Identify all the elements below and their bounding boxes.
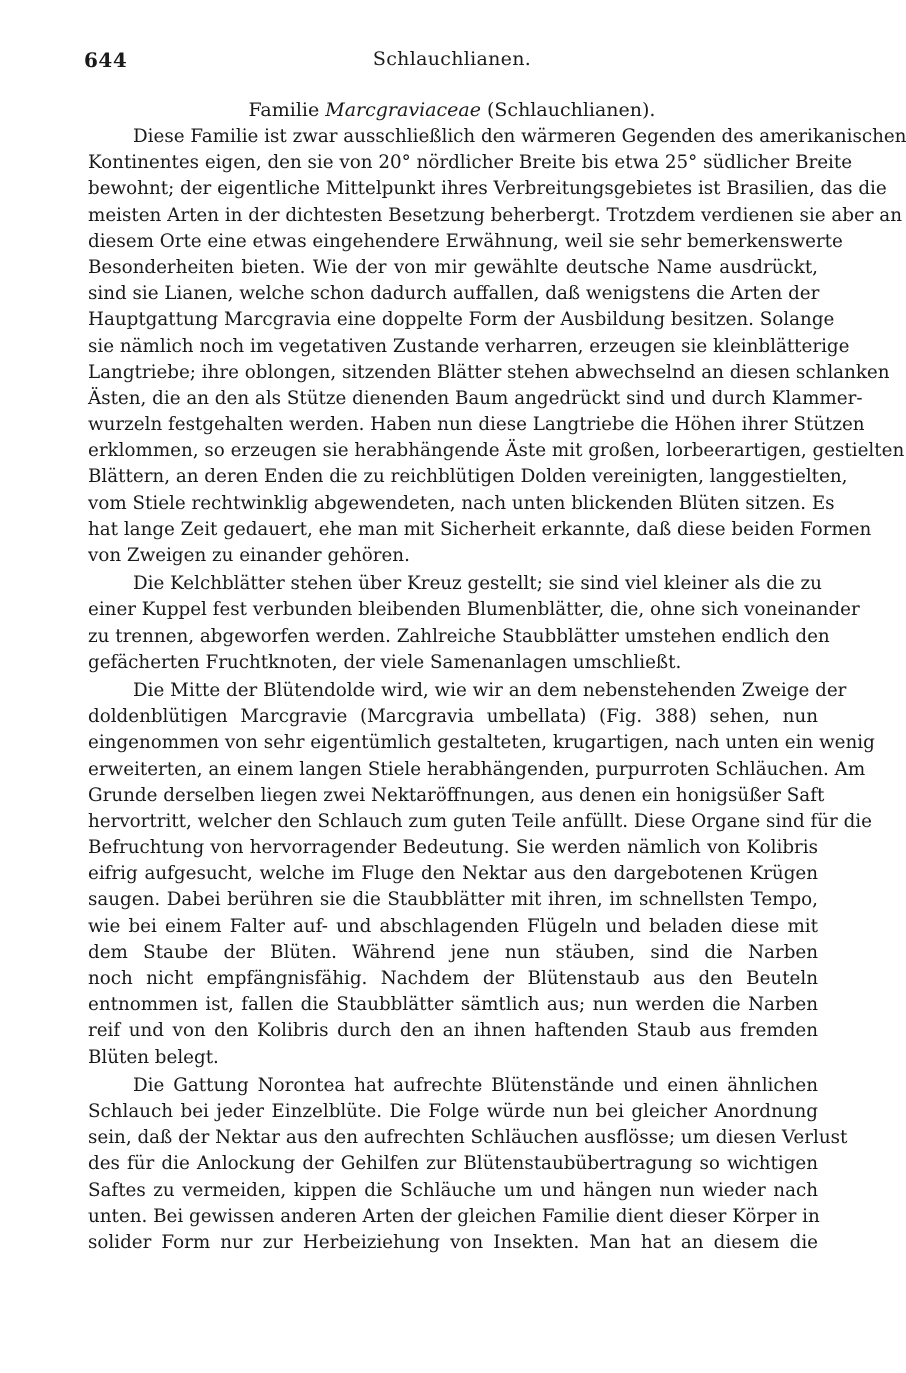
text-line: reif und von den Kolibris durch den an ihnen haftenden Staub aus fremden bbox=[88, 1020, 818, 1042]
text-line: des für die Anlockung der Gehilfen zur Blütenstaubübertragung so wichtigen bbox=[88, 1153, 818, 1175]
text-line: hervortritt, welcher den Schlauch zum guten Teile anfüllt. Diese Organe sind für die bbox=[88, 810, 872, 832]
text-line: zu trennen, abgeworfen werden. Zahlreiche Staubblätter umstehen endlich den bbox=[88, 625, 830, 647]
section-title bbox=[84, 96, 820, 124]
text-line: Blättern, an deren Enden die zu reichblütigen Dolden vereinigten, langgestielten, bbox=[88, 466, 848, 488]
text-line: wurzeln festgehalten werden. Haben nun diese Langtriebe die Höhen ihrer Stützen bbox=[88, 414, 865, 436]
running-head: Schlauchlianen. bbox=[372, 48, 532, 70]
text-line: gefächerten Fruchtknoten, der viele Samenanlagen umschließt. bbox=[88, 651, 682, 673]
text-line: sie nämlich noch im vegetativen Zustande verharren, erzeugen sie kleinblätterige bbox=[88, 335, 850, 357]
text-line: saugen. Dabei berühren sie die Staubblätter mit ihren, im schnellsten Tempo, bbox=[88, 889, 818, 911]
text-line: eingenommen von sehr eigentümlich gestalteten, krugartigen, nach unten ein wenig bbox=[88, 732, 875, 754]
text-line: Langtriebe; ihre oblongen, sitzenden Blätter stehen abwechselnd an diesen schlanken bbox=[88, 361, 890, 383]
body-text bbox=[88, 124, 906, 1256]
text-line: erklommen, so erzeugen sie herabhängende Äste mit großen, lorbeerartigen, gestielten bbox=[88, 440, 905, 462]
section-title-italic: Marcgraviaceae bbox=[325, 99, 481, 121]
text-line: vom Stiele rechtwinklig abgewendeten, nach unten blickenden Blüten sitzen. Es bbox=[88, 492, 835, 514]
paragraph bbox=[88, 571, 860, 676]
text-line: entnommen ist, fallen die Staubblätter sämtlich aus; nun werden die Narben bbox=[88, 994, 818, 1016]
text-line: unten. Bei gewissen anderen Arten der gleichen Familie dient dieser Körper in bbox=[88, 1205, 820, 1227]
text-line: Diese Familie ist zwar ausschließlich den wärmeren Gegenden des amerikanischen bbox=[133, 126, 906, 147]
text-line: Schlauch bei jeder Einzelblüte. Die Folge würde nun bei gleicher Anordnung bbox=[88, 1100, 818, 1122]
text-line: eifrig aufgesucht, welche im Fluge den Nektar aus den dargebotenen Krügen bbox=[88, 863, 818, 885]
text-line: erweiterten, an einem langen Stiele herabhängenden, purpurroten Schläuchen. Am bbox=[88, 758, 866, 780]
text-line: Grunde derselben liegen zwei Nektaröffnungen, aus denen ein honigsüßer Saft bbox=[88, 784, 825, 806]
text-line: sind sie Lianen, welche schon dadurch auffallen, daß wenigstens die Arten der bbox=[88, 283, 820, 305]
text-line: bewohnt; der eigentliche Mittelpunkt ihres Verbreitungsgebietes ist Brasilien, das die bbox=[88, 178, 887, 200]
text-line: Saftes zu vermeiden, kippen die Schläuche um und hängen nun wieder nach bbox=[88, 1179, 818, 1201]
text-line: sein, daß der Nektar aus den aufrechten Schläuchen ausflösse; um diesen Verlust bbox=[88, 1127, 848, 1149]
text-line: solider Form nur zur Herbeiziehung von Insekten. Man hat an diesem die bbox=[88, 1231, 818, 1253]
page-header bbox=[84, 48, 820, 78]
text-line: Die Kelchblätter stehen über Kreuz gestellt; sie sind viel kleiner als die zu bbox=[133, 573, 822, 595]
text-line: hat lange Zeit gedauert, ehe man mit Sicherheit erkannte, daß diese beiden Formen bbox=[88, 518, 872, 540]
text-line: doldenblütigen Marcgravie (Marcgravia umbellata) (Fig. 388) sehen, nun bbox=[88, 706, 818, 728]
text-line: Hauptgattung Marcgravia eine doppelte Form der Ausbildung besitzen. Solange bbox=[88, 309, 835, 331]
paragraph bbox=[88, 678, 875, 1071]
paragraph bbox=[88, 124, 906, 569]
text-line: Blüten belegt. bbox=[88, 1046, 219, 1068]
section-title-prefix: Familie bbox=[248, 99, 326, 121]
text-line: einer Kuppel fest verbunden bleibenden Blumenblätter, die, ohne sich voneinander bbox=[88, 599, 860, 621]
text-line: von Zweigen zu einander gehören. bbox=[88, 545, 410, 566]
paragraph bbox=[88, 1073, 848, 1256]
text-line: wie bei einem Falter auf- und abschlagenden Flügeln und beladen diese mit bbox=[88, 915, 818, 937]
text-line: Befruchtung von hervorragender Bedeutung. Sie werden nämlich von Kolibris bbox=[88, 837, 818, 859]
text-line: noch nicht empfängnisfähig. Nachdem der Blütenstaub aus den Beuteln bbox=[88, 968, 818, 989]
text-line: Kontinentes eigen, den sie von 20° nördlicher Breite bis etwa 25° südlicher Breite bbox=[88, 152, 853, 174]
text-line: Die Gattung Norontea hat aufrechte Blütenstände und einen ähnlichen bbox=[133, 1074, 818, 1096]
text-line: Besonderheiten bieten. Wie der von mir gewählte deutsche Name ausdrückt, bbox=[88, 256, 818, 278]
text-line: Ästen, die an den als Stütze dienenden Baum angedrückt sind und durch Klammer- bbox=[88, 387, 863, 409]
section-title-suffix: (Schlauchlianen). bbox=[480, 99, 656, 121]
text-line: meisten Arten in der dichtesten Besetzung beherbergt. Trotzdem verdienen sie aber an bbox=[88, 204, 902, 226]
text-line: Die Mitte der Blütendolde wird, wie wir an dem nebenstehenden Zweige der bbox=[133, 679, 847, 701]
text-line: diesem Orte eine etwas eingehendere Erwähnung, weil sie sehr bemerkenswerte bbox=[88, 230, 843, 252]
page-number: 644 bbox=[84, 48, 128, 72]
text-line: dem Staube der Blüten. Während jene nun stäuben, sind die Narben bbox=[88, 941, 818, 963]
